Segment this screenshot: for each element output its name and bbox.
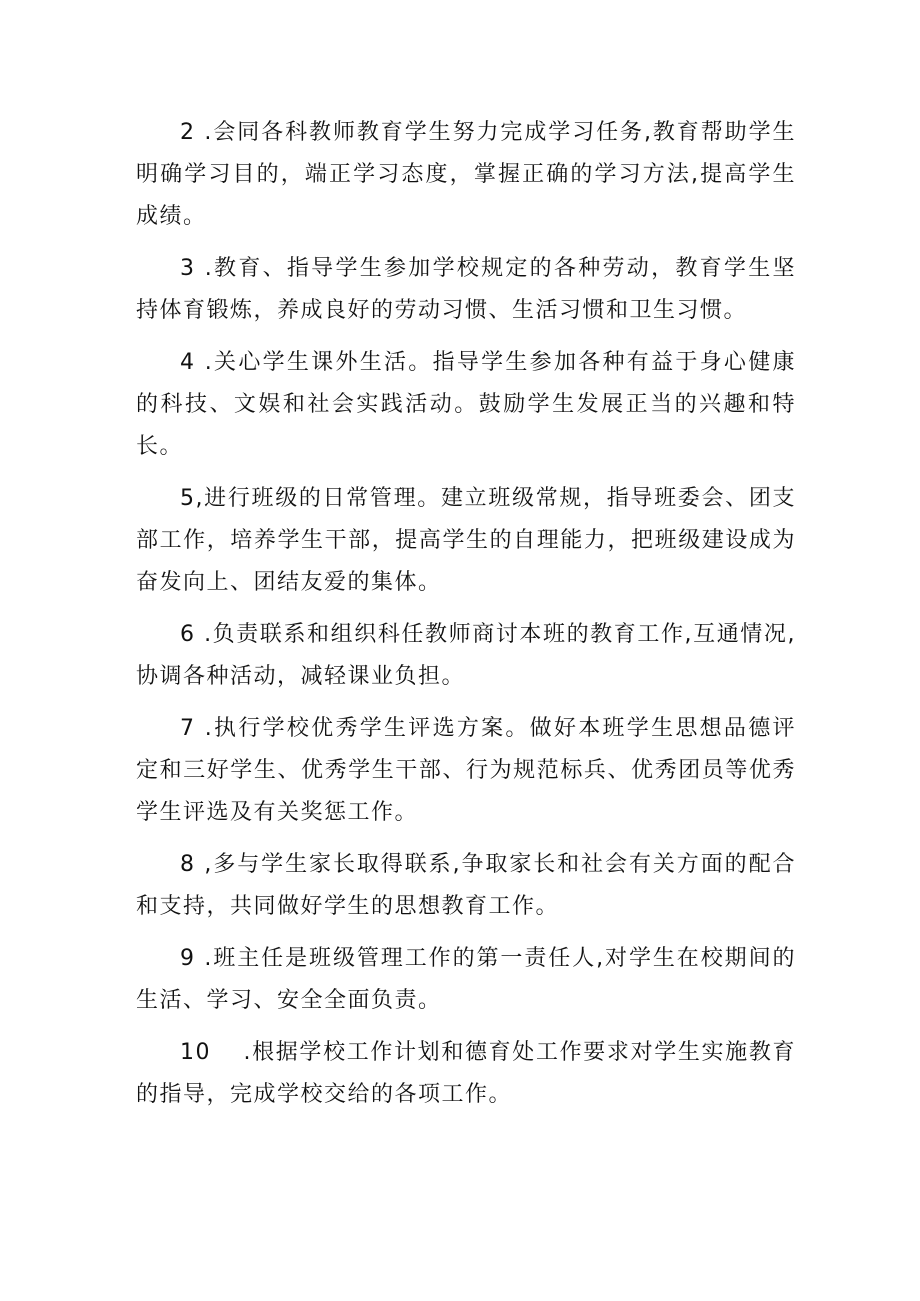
paragraph-text: .班主任是班级管理工作的第一责任人,对学生在校期间的生活、学习、安全全面负责。 (136, 946, 796, 1013)
item-number: 9 (180, 946, 196, 971)
paragraph-item-7 (136, 708, 796, 834)
paragraph-text: .会同各科教师教育学生努力完成学习任务,教育帮助学生明确学习目的，端正学习态度，掌握正确的学习方法,提高学生成绩。 (136, 120, 796, 229)
paragraph-item-5 (136, 478, 796, 604)
item-number: 3 (180, 256, 196, 281)
paragraph-item-9 (136, 938, 796, 1022)
paragraph-text: ,进行班级的日常管理。建立班级常规，指导班委会、团支部工作，培养学生干部，提高学生的自理能力，把班级建设成为奋发向上、团结友爱的集体。 (136, 486, 796, 595)
item-number: 5 (180, 486, 196, 511)
paragraph-item-2 (136, 112, 796, 238)
item-number: 8 (180, 852, 196, 877)
paragraph-text: .负责联系和组织科任教师商讨本班的教育工作,互通情况,协调各种活动，减轻课业负担。 (136, 622, 796, 689)
paragraph-text: .教育、指导学生参加学校规定的各种劳动，教育学生坚持体育锻炼，养成良好的劳动习惯、生活习惯和卫生习惯。 (136, 256, 796, 323)
paragraph-item-4 (136, 342, 796, 468)
paragraph-item-10 (136, 1032, 796, 1116)
item-number: 6 (180, 622, 196, 647)
paragraph-text: ,多与学生家长取得联系,争取家长和社会有关方面的配合和支持，共同做好学生的思想教育工作。 (136, 852, 796, 919)
item-number: 4 (180, 350, 196, 375)
document-page (136, 112, 796, 1126)
paragraph-item-8 (136, 844, 796, 928)
paragraph-item-6 (136, 614, 796, 698)
item-number: 10 (180, 1040, 211, 1065)
paragraph-item-3 (136, 248, 796, 332)
item-number: 7 (180, 716, 196, 741)
item-number: 2 (180, 120, 196, 145)
paragraph-text: .执行学校优秀学生评选方案。做好本班学生思想品德评定和三好学生、优秀学生干部、行为规范标兵、优秀团员等优秀学生评选及有关奖惩工作。 (136, 716, 796, 825)
paragraph-text: .根据学校工作计划和德育处工作要求对学生实施教育的指导，完成学校交给的各项工作。 (136, 1040, 796, 1107)
paragraph-text: .关心学生课外生活。指导学生参加各种有益于身心健康的科技、文娱和社会实践活动。鼓励学生发展正当的兴趣和特长。 (136, 350, 796, 459)
